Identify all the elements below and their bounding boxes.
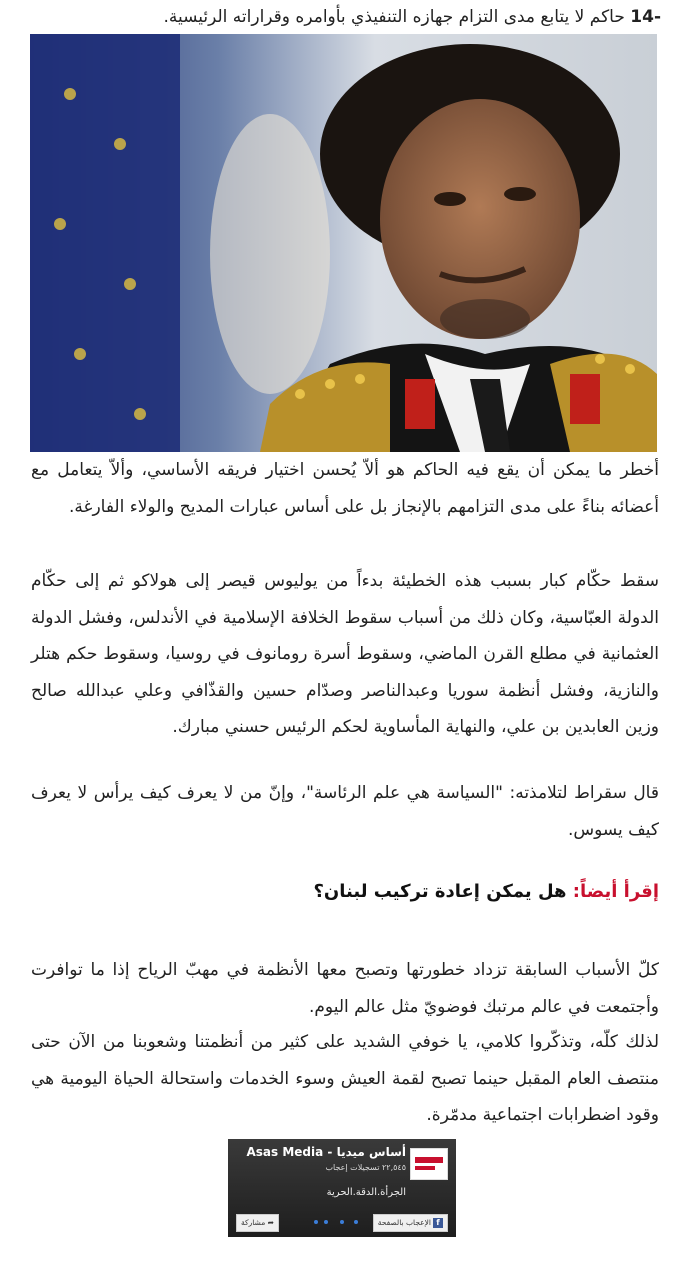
paragraph-fallen-rulers: سقط حكّام كبار بسبب هذه الخطيئة بدءاً من يوليوس قيصر إلى هولاكو ثم إلى حكّام الدولة العبّاسية، وكان ذلك من أسباب سقوط الخلافة الإسلامية في الأندلس، وفشل الدولة العثمانية في مطلع القرن الماضي، وسقوط أسرة رومانوف في روسيا، وسقوط حكم هتلر والنازية، وفشل أنظمة سوريا وعبدالناصر وصدّام حسين والقذّافي وعلي عبدالله صالح وزين العابدين بن علي، والنهاية المأساوية لحكم الرئيس حسني مبارك. <box>31 571 659 737</box>
fb-share-button[interactable] <box>236 1214 279 1232</box>
read-also-label: إقرأ أيضاً: <box>572 881 659 902</box>
list-item-text: حاكم لا يتابع مدى التزام جهازه التنفيذي بأوامره وقراراته الرئيسية. <box>163 7 631 27</box>
fb-like-label: الإعجاب بالصفحة <box>377 1218 431 1227</box>
list-item-number: -14 <box>630 7 661 27</box>
read-also-title[interactable]: هل يمكن إعادة تركيب لبنان؟ <box>313 881 573 902</box>
fb-slogan: الجرأة.الدقة.الحرية <box>326 1187 406 1198</box>
article-photo <box>30 34 657 452</box>
paragraph-current-world: كلّ الأسباب السابقة تزداد خطورتها وتصبح معها الأنظمة في مهبّ الرياح إذا ما توافرت وأجتمعت في عالم مرتبك فوضويّ مثل عالم اليوم. <box>31 960 659 1017</box>
asas-media-logo[interactable] <box>410 1148 448 1180</box>
paragraph-warning: لذلك كلّه، وتذكّروا كلامي، يا خوفي الشديد على كثير من أنظمتنا وشعوبنا من الآن حتى منتصف العام المقبل حينما تصبح لقمة العيش وسوء الخدمات واستحالة الحياة اليومية هي وقود اضطرابات اجتماعية مدمّرة. <box>31 1032 659 1125</box>
fb-page-name[interactable]: أساس ميديا - Asas Media <box>246 1145 406 1159</box>
fb-like-page-button[interactable] <box>373 1214 448 1232</box>
fb-share-label: مشاركة <box>241 1218 266 1227</box>
list-item-14 <box>21 2 661 32</box>
share-icon: ➦ <box>265 1218 274 1227</box>
read-also-link[interactable] <box>313 876 659 908</box>
paragraph-team-selection: أخطر ما يمكن أن يقع فيه الحاكم هو ألاّ يُحسن اختيار فريقه الأساسي، وألاّ يتعامل مع أعضائه بناءً على مدى التزامهم بالإنجاز بل على أساس عبارات المديح والولاء الفارغة. <box>31 460 659 517</box>
fb-like-count: ٢٢,٥٤٥ تسجيلات إعجاب <box>325 1163 406 1172</box>
facebook-icon: f <box>433 1218 443 1228</box>
paragraph-socrates-quote: قال سقراط لتلامذته: "السياسة هي علم الرئاسة"، وإنّ من لا يعرف كيف يرأس لا يعرف كيف يسوس. <box>31 783 659 840</box>
facebook-page-widget[interactable] <box>228 1139 456 1237</box>
fb-friends-faces <box>310 1215 370 1229</box>
